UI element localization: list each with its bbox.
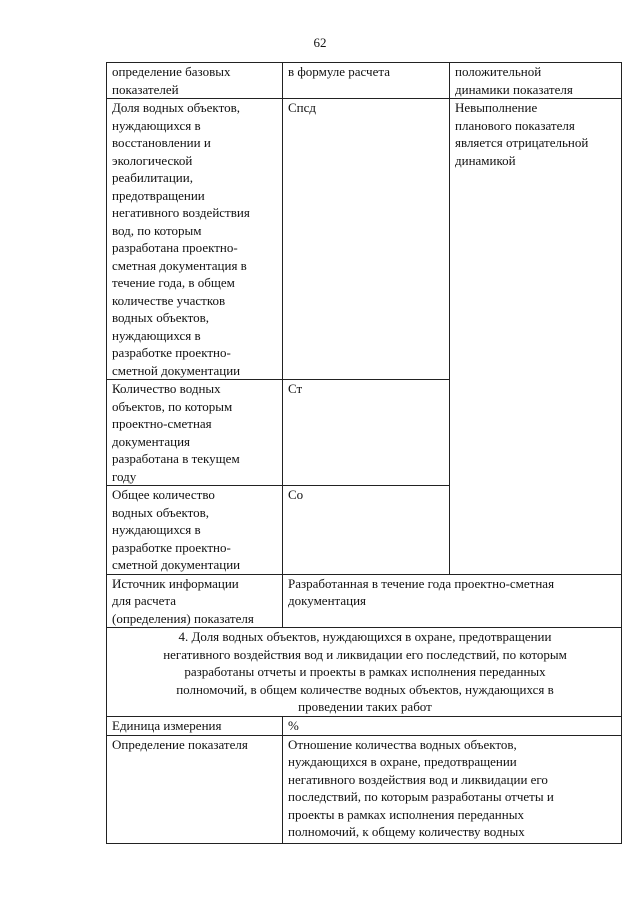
table-cell bbox=[283, 735, 622, 843]
table-cell-dynamics bbox=[450, 99, 622, 575]
table-cell bbox=[283, 574, 622, 628]
cell-text: Спсд bbox=[288, 100, 317, 115]
cell-text: Невыполнение планового показателя является отрицательной динамикой bbox=[455, 100, 589, 168]
cell-text: Общее количество водных объектов, нуждающихся в разработке проектно- сметной документации bbox=[112, 487, 241, 572]
table-cell bbox=[107, 63, 283, 99]
section-heading-text: 4. Доля водных объектов, нуждающихся в охране, предотвращении негативного воздействия вод и ликвидации его последствий, по которым разработаны отчеты и проекты в рамках исполнения переданных полномочий, в общем количестве водных объектов, нуждающихся в проведении таких работ bbox=[163, 629, 567, 714]
cell-text: Количество водных объектов, по которым проектно-сметная документация разработана в текущем году bbox=[112, 381, 240, 484]
table-cell bbox=[283, 380, 450, 486]
section-heading bbox=[107, 628, 622, 717]
table-cell bbox=[283, 486, 450, 575]
cell-text: Определение показателя bbox=[112, 736, 248, 752]
cell-text: Единица измерения bbox=[112, 718, 222, 733]
table-row-base-indicators bbox=[107, 63, 622, 99]
table-cell bbox=[107, 574, 283, 628]
table-row-share-indicator bbox=[107, 99, 622, 380]
table-cell bbox=[450, 63, 622, 99]
page-number: 62 bbox=[313, 35, 327, 50]
table-row-unit bbox=[107, 717, 622, 736]
table-cell bbox=[107, 380, 283, 486]
cell-text: в формуле расчета bbox=[288, 64, 390, 79]
cell-text: % bbox=[288, 718, 299, 733]
cell-text: положительной динамики показателя bbox=[455, 64, 573, 97]
table-row-definition bbox=[107, 735, 622, 843]
table-cell bbox=[107, 735, 283, 843]
cell-text: Ст bbox=[288, 381, 303, 396]
cell-text: Отношение количества водных объектов, нуждающихся в охране, предотвращении негативного воздействия вод и ликвидации его последствий, по которым разработаны отчеты и проекты в рамках исполнения переданных полномочий, к общему количеству водных bbox=[288, 736, 554, 839]
table-cell bbox=[107, 99, 283, 380]
cell-text: Источник информации для расчета (определения) показателя bbox=[112, 575, 254, 626]
cell-text: Разработанная в течение года проектно-сметная документация bbox=[288, 575, 555, 608]
table-cell bbox=[107, 486, 283, 575]
table-cell bbox=[283, 99, 450, 380]
table-row-information-source bbox=[107, 574, 622, 628]
table-cell bbox=[283, 717, 622, 736]
table-row-section-heading bbox=[107, 628, 622, 717]
indicator-table bbox=[106, 62, 622, 844]
table-cell bbox=[283, 63, 450, 99]
cell-text: Со bbox=[288, 487, 304, 502]
table-cell bbox=[107, 717, 283, 736]
cell-text: Доля водных объектов, нуждающихся в восстановлении и экологической реабилитации, предотвращении негативного воздействия вод, по которым разработана проектно- сметная документация в течение года, в общем количестве участков водных объектов, нуждающихся в разработке проектно- сметной документации bbox=[112, 100, 250, 378]
cell-text: определение базовых показателей bbox=[112, 64, 231, 97]
